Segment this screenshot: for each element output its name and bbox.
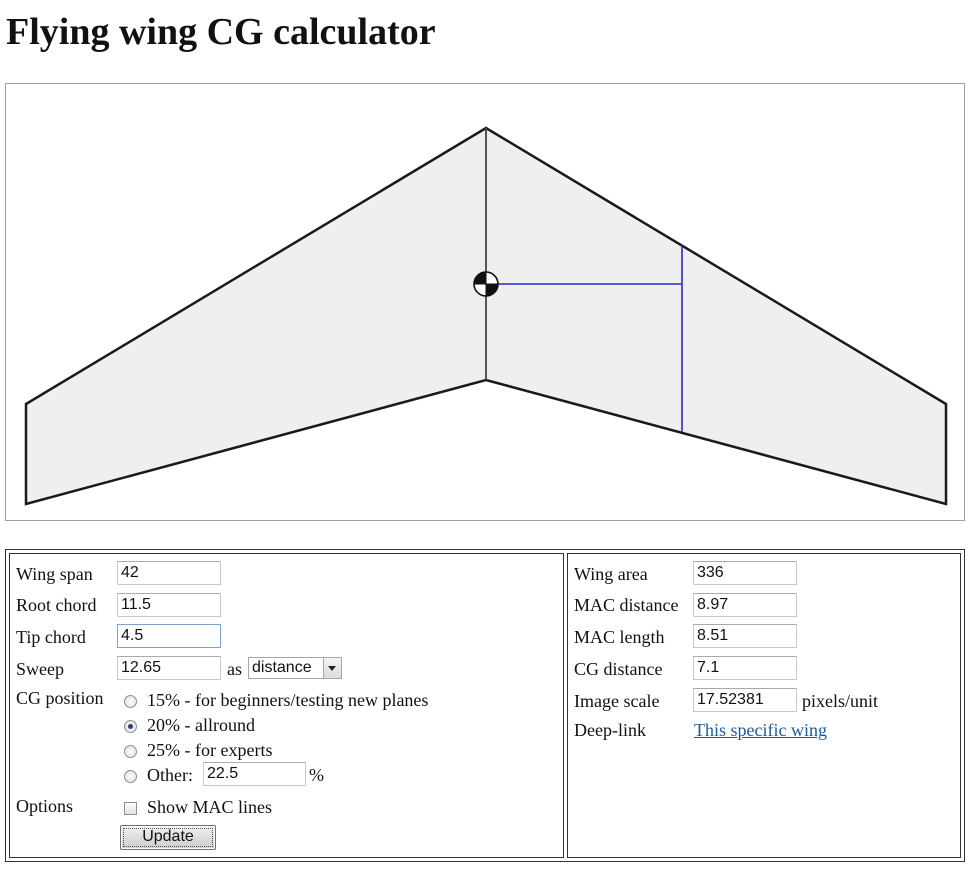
page-title: Flying wing CG calculator [6, 11, 436, 53]
cg-distance-output[interactable] [693, 656, 797, 680]
sweep-as-label: as [227, 659, 242, 679]
wing-span-input[interactable] [117, 561, 221, 585]
wing-area-output[interactable] [693, 561, 797, 585]
tip-chord-label: Tip chord [16, 627, 86, 647]
deep-link-label: Deep-link [574, 720, 646, 740]
cg-position-label: CG position [16, 688, 104, 708]
results-panel [567, 553, 961, 858]
chevron-down-icon[interactable] [323, 658, 341, 678]
tip-chord-input[interactable] [117, 624, 221, 648]
show-mac-checkbox[interactable] [124, 802, 137, 815]
image-scale-output[interactable] [693, 688, 797, 712]
options-label: Options [16, 796, 74, 816]
image-scale-label: Image scale [574, 691, 660, 711]
cg-radio-25[interactable] [124, 745, 137, 758]
wing-diagram [5, 83, 965, 521]
wing-svg [6, 84, 964, 520]
root-chord-input[interactable] [117, 593, 221, 617]
cg-other-percent: % [309, 765, 324, 785]
sweep-mode-select[interactable] [248, 657, 342, 679]
sweep-input[interactable] [117, 656, 221, 680]
show-mac-label: Show MAC lines [147, 797, 273, 817]
cg-option-25-label: 25% - for experts [147, 740, 273, 760]
wing-span-label: Wing span [16, 564, 93, 584]
input-panel [9, 553, 564, 858]
wing-area-label: Wing area [574, 564, 648, 584]
controls-container [5, 549, 965, 862]
cg-radio-15[interactable] [124, 695, 137, 708]
mac-length-label: MAC length [574, 627, 665, 647]
deep-link[interactable]: This specific wing [694, 720, 827, 740]
cg-distance-label: CG distance [574, 659, 663, 679]
mac-distance-label: MAC distance [574, 595, 679, 615]
cg-marker-icon [474, 272, 498, 296]
mac-distance-output[interactable] [693, 593, 797, 617]
cg-option-20-label: 20% - allround [147, 715, 255, 735]
update-button[interactable]: Update [120, 825, 216, 850]
image-scale-unit: pixels/unit [802, 691, 878, 711]
cg-other-input[interactable] [203, 762, 306, 786]
cg-radio-20[interactable] [124, 720, 137, 733]
mac-length-output[interactable] [693, 624, 797, 648]
cg-option-other-label: Other: [147, 765, 193, 785]
sweep-label: Sweep [16, 659, 64, 679]
root-chord-label: Root chord [16, 595, 97, 615]
cg-radio-other[interactable] [124, 770, 137, 783]
cg-option-15-label: 15% - for beginners/testing new planes [147, 690, 429, 710]
sweep-mode-value: distance [252, 659, 312, 676]
